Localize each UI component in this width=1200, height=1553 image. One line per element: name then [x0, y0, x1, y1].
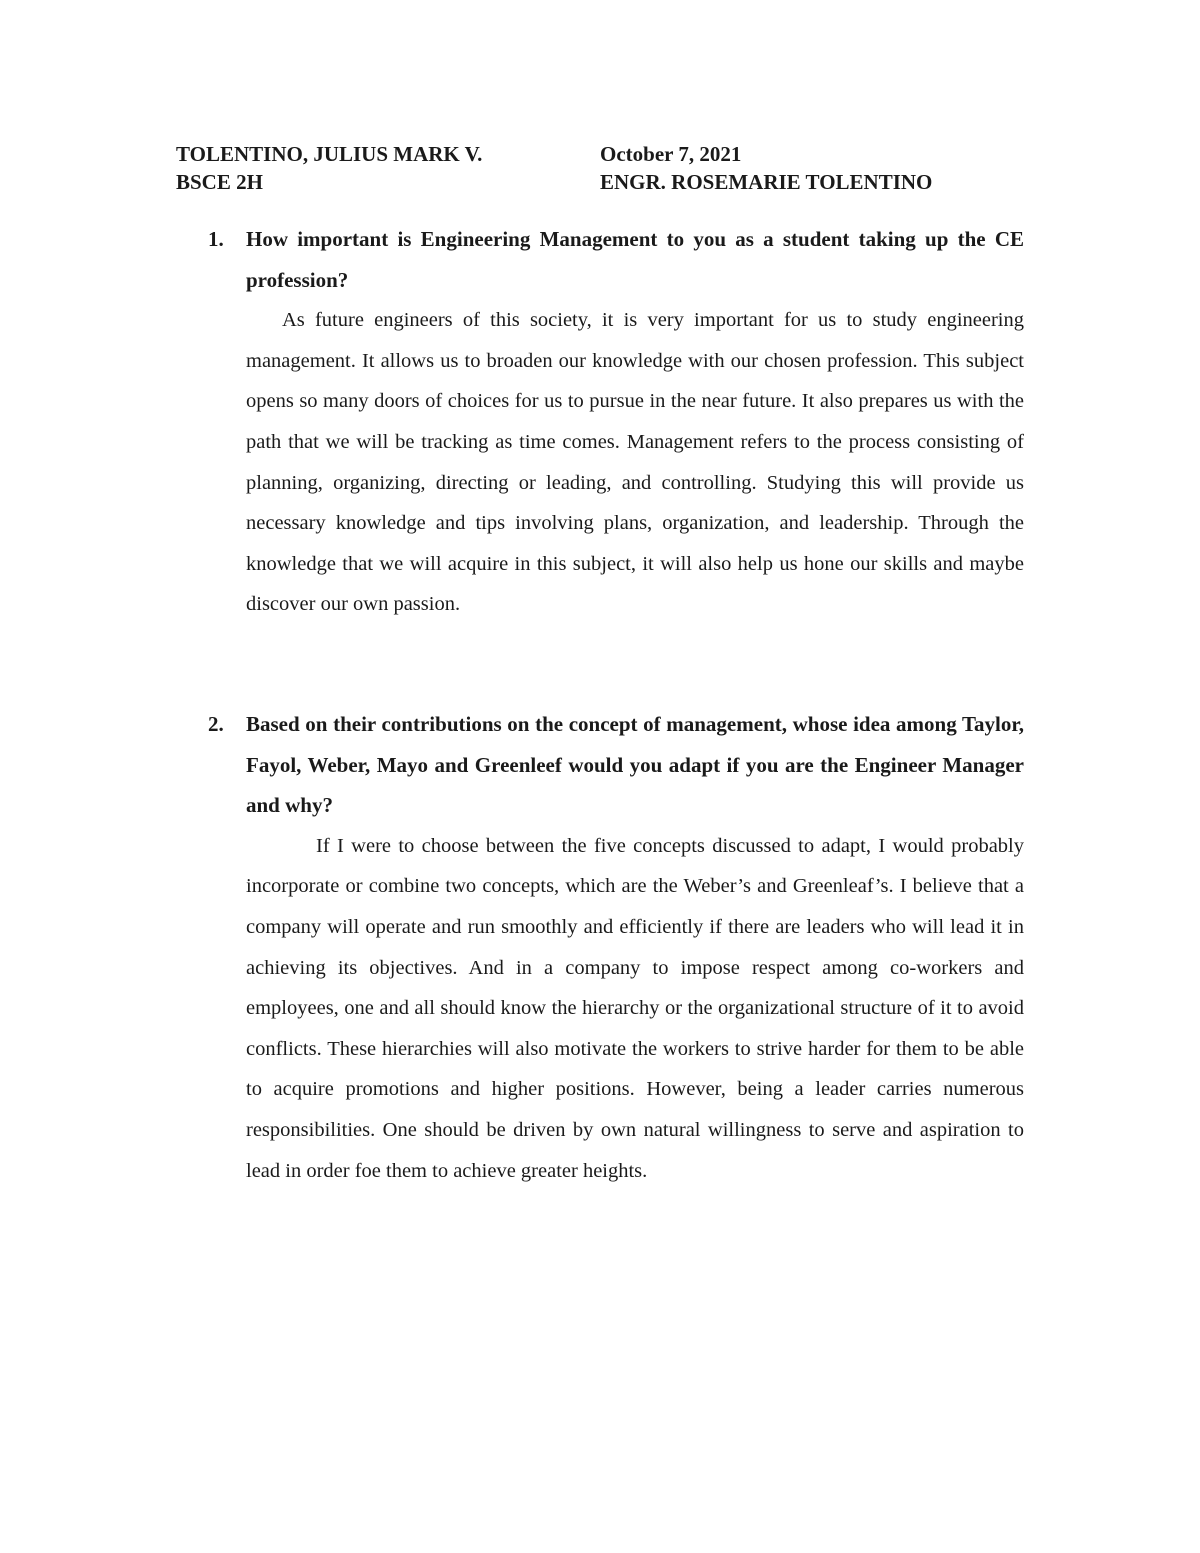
header-row-2	[176, 168, 1026, 196]
question-number: 2.	[208, 712, 224, 736]
submission-date: October 7, 2021	[600, 142, 742, 166]
question-block-1	[208, 219, 1024, 625]
instructor-name: ENGR. ROSEMARIE TOLENTINO	[600, 170, 933, 194]
course-section: BSCE 2H	[176, 170, 263, 194]
question-number: 1.	[208, 227, 224, 251]
answer-paragraph: As future engineers of this society, it is very important for us to study engineering management. It allows us to broaden our knowledge with our chosen profession. This subject opens so many doors of choices for us to pursue in the near future. It also prepares us with the path that we will be tracking as time comes. Management refers to the process consisting of planning, organizing, directing or leading, and controlling. Studying this will provide us necessary knowledge and tips involving plans, organization, and leadership. Through the knowledge that we will acquire in this subject, it will also help us hone our skills and maybe discover our own passion.	[246, 309, 1024, 616]
document-header	[176, 140, 1026, 196]
student-name: TOLENTINO, JULIUS MARK V.	[176, 142, 483, 166]
answer-paragraph: If I were to choose between the five concepts discussed to adapt, I would probably incorporate or combine two concepts, which are the Weber’s and Greenleaf’s. I believe that a company will operate and run smoothly and efficiently if there are leaders who will lead it in achieving its objectives. And in a company to impose respect among co-workers and employees, one and all should know the hierarchy or the organizational structure of it to avoid conflicts. These hierarchies will also motivate the workers to strive harder for them to be able to acquire promotions and higher positions. However, being a leader carries numerous responsibilities. One should be driven by own natural willingness to serve and aspiration to lead in order foe them to achieve greater heights.	[246, 834, 1024, 1182]
header-row-1	[176, 140, 1026, 168]
question-block-2	[208, 704, 1024, 1191]
question-text: How important is Engineering Management to you as a student taking up the CE profession?	[246, 227, 1024, 292]
question-text: Based on their contributions on the concept of management, whose idea among Taylor, Fayol, Weber, Mayo and Greenleef would you adapt if you are the Engineer Manager and why?	[246, 712, 1024, 818]
